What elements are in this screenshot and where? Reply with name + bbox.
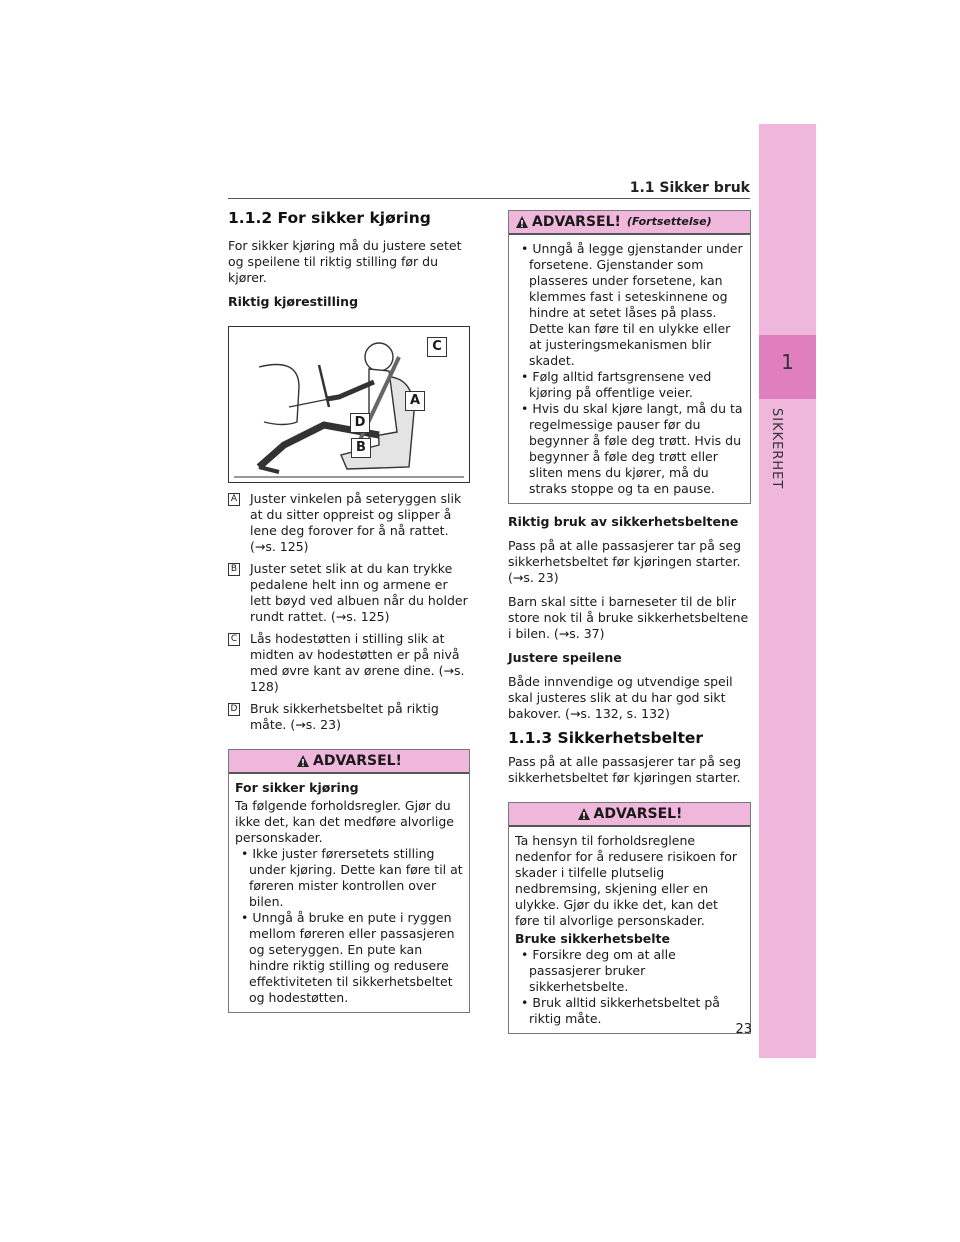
warning-continued-label: (Fortsettelse) [626, 215, 712, 228]
left-column [228, 210, 470, 1013]
subheading: Riktig kjørestilling [228, 294, 359, 309]
item-label: B [228, 563, 240, 576]
list-item: • Ikke juster førersetets stilling under kjøring. Dette kan føre til at føreren mister kontrollen over bilen. [235, 846, 463, 910]
warning-box [228, 749, 470, 1013]
right-column [508, 210, 751, 1034]
warning-title: ADVARSEL! [593, 806, 683, 822]
item-label: A [228, 493, 240, 506]
list-item: • Unngå å bruke en pute i ryggen mellom føreren eller passasjeren og seteryggen. En pute kan hindre riktig stilling og redusere effektiviteten til sikkerhetsbeltet og hodestøtten. [235, 910, 463, 1006]
warning-intro: Ta hensyn til forholdsreglene nedenfor for å redusere risikoen for skader i tilfelle plutselig nedbremsing, skjening eller en ulykke. Gjør du ikke det, kan det føre til alvorlige personskader. [515, 833, 738, 928]
warning-body [509, 827, 750, 1033]
section-title: 1.1.3 Sikkerhetsbelter [508, 729, 704, 747]
list-item: • Unngå å legge gjenstander under forsetene. Gjenstander som plasseres under forsetene, kan klemmes fast i seteskinnene og hindre at setet låses på plass. Dette kan føre til en ulykke eller at justeringsmekanismen blir skadet. [515, 241, 744, 369]
warning-subheading: Bruke sikkerhetsbelte [515, 931, 671, 946]
figure-label-d: D [350, 413, 370, 433]
figure-label-c: C [427, 337, 447, 357]
chapter-number: 1 [781, 350, 794, 374]
list-item [228, 491, 470, 555]
warning-list [515, 241, 744, 497]
warning-list [515, 947, 744, 1027]
warning-intro: Ta følgende forholdsregler. Gjør du ikke det, kan det medføre alvorlige personskader. [235, 798, 454, 845]
item-label: D [228, 703, 240, 716]
warning-icon [515, 215, 529, 229]
warning-list [235, 846, 463, 1006]
warning-icon [577, 807, 591, 821]
warning-header [229, 750, 469, 774]
warning-header [509, 803, 750, 827]
list-item: • Forsikre deg om at alle passasjerer bruker sikkerhetsbelte. [515, 947, 744, 995]
warning-box [508, 802, 751, 1034]
belt-paragraph-1: Pass på at alle passasjerer tar på seg sikkerhetsbeltet før kjøringen starter. (→s. 23) [508, 538, 742, 585]
item-text: Lås hodestøtten i stilling slik at midten av hodestøtten er på nivå med øvre kant av ørene dine. (→s. 128) [250, 631, 465, 694]
warning-title: ADVARSEL! [532, 214, 621, 230]
item-label: C [228, 633, 240, 646]
item-text: Juster vinkelen på seteryggen slik at du sitter oppreist og slipper å lene deg forover for å nå rattet. (→s. 125) [250, 491, 462, 554]
warning-header [509, 211, 750, 235]
list-item: • Bruk alltid sikkerhetsbeltet på riktig måte. [515, 995, 744, 1027]
header-divider [228, 198, 750, 199]
section-intro: Pass på at alle passasjerer tar på seg sikkerhetsbeltet før kjøringen starter. [508, 754, 742, 785]
list-item: • Følg alltid fartsgrensene ved kjøring på offentlige veier. [515, 369, 744, 401]
item-text: Juster setet slik at du kan trykke pedalene helt inn og armene er lett bøyd ved albuen når du holder rundt rattet. (→s. 125) [250, 561, 468, 624]
mirror-heading: Justere speilene [508, 650, 622, 665]
adjustment-list [228, 491, 470, 733]
page-number: 23 [735, 1022, 752, 1037]
list-item [228, 631, 470, 695]
figure-label-a: A [405, 391, 425, 411]
list-item [228, 701, 470, 733]
item-text: Bruk sikkerhetsbeltet på riktig måte. (→s. 23) [250, 701, 439, 732]
figure-label-b: B [351, 438, 371, 458]
intro-text: For sikker kjøring må du justere setet og speilene til riktig stilling før du kjører. [228, 238, 462, 285]
warning-icon [296, 754, 310, 768]
warning-body [229, 774, 469, 1012]
belt-heading: Riktig bruk av sikkerhetsbeltene [508, 514, 739, 529]
chapter-name: SIKKERHET [769, 408, 784, 490]
belt-paragraph-2: Barn skal sitte i barneseter til de blir store nok til å bruke sikkerhetsbeltene i bilen. (→s. 37) [508, 594, 749, 641]
list-item: • Hvis du skal kjøre langt, må du ta regelmessige pauser før du begynner å føle deg trøtt. Hvis du begynner å føle deg trøtt eller sliten mens du kjører, må du straks stoppe og ta en pause. [515, 401, 744, 497]
driving-position-illustration [228, 326, 470, 483]
warning-subtitle: For sikker kjøring [235, 780, 359, 795]
warning-box-continued [508, 210, 751, 504]
mirror-paragraph: Både innvendige og utvendige speil skal justeres slik at du har god sikt bakover. (→s. 132, s. 132) [508, 674, 733, 721]
warning-title: ADVARSEL! [313, 753, 402, 769]
warning-body [509, 235, 750, 503]
section-title: 1.1.2 For sikker kjøring [228, 209, 431, 227]
running-header: 1.1 Sikker bruk [629, 180, 750, 196]
list-item [228, 561, 470, 625]
chapter-side-tab[interactable] [759, 124, 816, 1058]
